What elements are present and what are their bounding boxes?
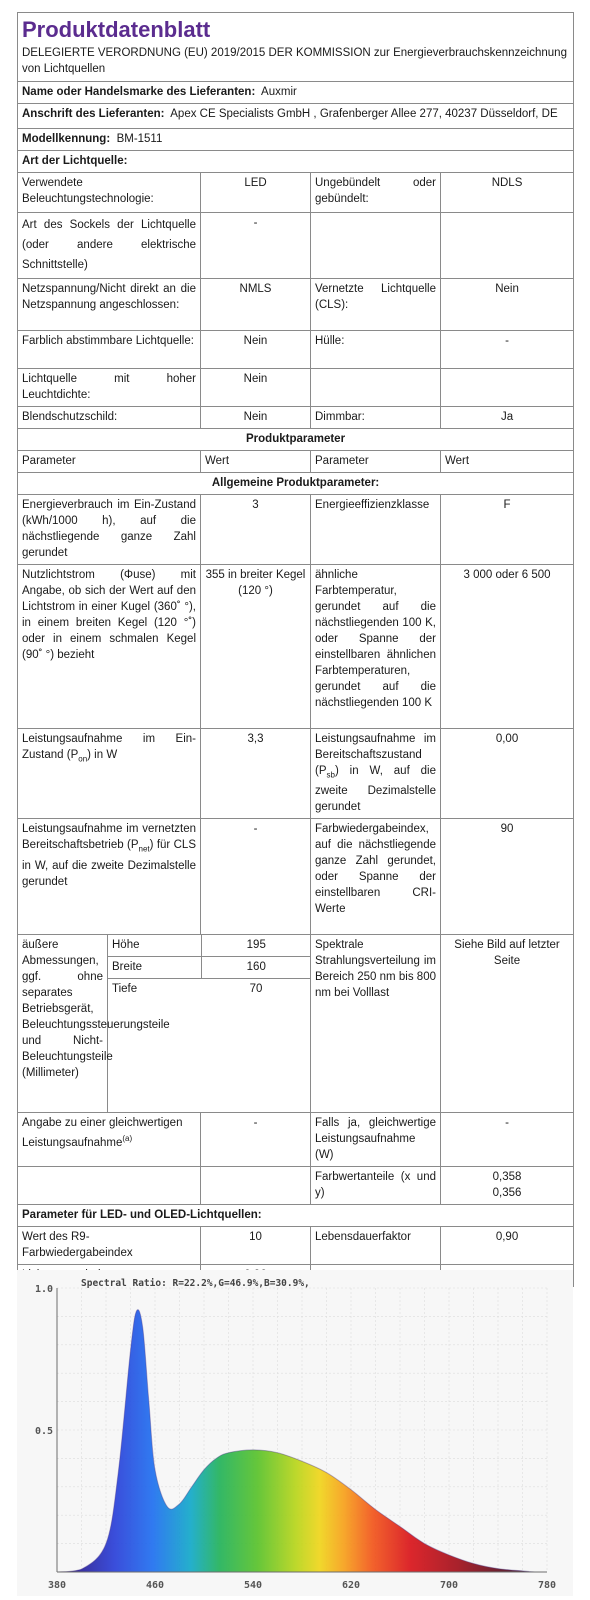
- model-row: [18, 129, 574, 151]
- power-standby-label: Leistungsaufnahme im Bereitschaftszustand $(P_{sb})$ in W, auf die zweite Dezimalstelle gerundet: [311, 729, 441, 819]
- page-title: Produktdatenblatt: [22, 17, 211, 42]
- efficiency-class-label: Energieeffizienzklasse: [311, 495, 441, 565]
- spectral-label: Spektrale Strahlungsverteilung im Bereich 250 nm bis 800 nm bei Volllast: [311, 935, 441, 1113]
- source-value: -: [201, 213, 311, 279]
- energy-consumption-label: Energieverbrauch im Ein-Zustand (kWh/1000 h), auf die nächstliegende ganze Zahl gerundet: [18, 495, 201, 565]
- source-param: Ungebündelt oder gebündelt:: [311, 173, 441, 213]
- col-header-param: Parameter: [18, 451, 201, 473]
- y-tick-label: 0.5: [34, 1426, 53, 1437]
- source-param: [311, 369, 441, 407]
- luminous-flux-label: Nutzlichtstrom (Φuse) mit Angabe, ob sich der Wert auf den Lichtstrom in einer Kugel (360˚ °), in einem breiten Kegel (120 °˚) oder in einem schmalen Kegel (90˚ °) bezieht: [18, 565, 201, 729]
- dimension-name: Breite: [108, 957, 201, 979]
- model-value: BM-1511: [116, 133, 163, 145]
- supplier-address-row: [18, 104, 574, 129]
- source-param: Hülle:: [311, 331, 441, 369]
- spectrum-chart: [17, 1270, 573, 1596]
- source-value: Nein: [441, 279, 574, 331]
- cri-value: 90: [441, 819, 574, 935]
- source-param: Dimmbar:: [311, 407, 441, 429]
- source-param: Blendschutzschild:: [18, 407, 201, 429]
- lifetime-factor-label: Lebensdauerfaktor: [311, 1227, 441, 1265]
- source-value: -: [441, 331, 574, 369]
- luminous-flux-value: 355 in breiter Kegel (120 °): [201, 565, 311, 729]
- equiv-value: -: [201, 1113, 311, 1167]
- power-network-label: Leistungsaufnahme im vernetzten Bereitschaftsbetrieb $(P_{net})$ für CLS in W, auf die zweite Dezimalstelle gerundet: [18, 819, 201, 935]
- general-params-heading: Allgemeine Produktparameter:: [18, 473, 574, 495]
- dimension-name: Tiefe: [112, 983, 138, 996]
- header-cell: [18, 13, 574, 82]
- dimensions-label: äußere Abmessungen, ggf. ohne separates Betriebsgerät, Beleuchtungssteuerungsteile und Nicht-Beleuchtungsteile (Millimeter): [18, 935, 108, 1113]
- datasheet-table: [17, 12, 574, 1287]
- col-header-value: Wert: [201, 451, 311, 473]
- x-tick-label: 780: [537, 1580, 557, 1591]
- cri-label: Farbwiedergabeindex, auf die nächstliegende ganze Zahl gerundet, oder Spanne der einstellbaren CRI-Werte: [311, 819, 441, 935]
- source-value: Nein: [201, 407, 311, 429]
- empty-cell: [201, 1167, 311, 1205]
- color-temperature-label: ähnliche Farbtemperatur, gerundet auf die nächstliegenden 100 K, oder Spanne der einstellbaren ähnlichen Farbtemperaturen, gerundet auf die nächstliegenden 100 K: [311, 565, 441, 729]
- dimension-value: 70: [249, 983, 263, 996]
- supplier-name-row: [18, 82, 574, 104]
- equiv-power-value: -: [441, 1113, 574, 1167]
- model-label: Modellkennung:: [22, 133, 111, 145]
- power-on-value: 3,3: [201, 729, 311, 819]
- product-params-heading: Produktparameter: [18, 429, 574, 451]
- chromaticity-label: Farbwertanteile (x und y): [311, 1167, 441, 1205]
- source-value: [441, 369, 574, 407]
- r9-value: 10: [201, 1227, 311, 1265]
- x-tick-label: 540: [243, 1580, 263, 1591]
- source-param: Verwendete Beleuchtungstechnologie:: [18, 173, 201, 213]
- dimension-value: 195: [201, 935, 311, 957]
- led-params-heading: Parameter für LED- und OLED-Lichtquellen:: [18, 1205, 574, 1227]
- source-value: Ja: [441, 407, 574, 429]
- x-tick-label: 620: [341, 1580, 361, 1591]
- dimension-value: 160: [201, 957, 311, 979]
- r9-label: Wert des R9-Farbwiedergabeindex: [18, 1227, 201, 1265]
- chart-title: Spectral Ratio: R=22.2%,G=46.9%,B=30.9%,: [81, 1278, 310, 1289]
- efficiency-class-value: F: [441, 495, 574, 565]
- source-value: NMLS: [201, 279, 311, 331]
- datasheet: [17, 12, 573, 1287]
- spectral-value: Siehe Bild auf letzter Seite: [441, 935, 574, 1113]
- supplier-address-label: Anschrift des Lieferanten:: [22, 108, 165, 120]
- lifetime-factor-value: 0,90: [441, 1227, 574, 1265]
- supplier-name-value: Auxmir: [261, 86, 297, 98]
- energy-consumption-value: 3: [201, 495, 311, 565]
- source-param: Art des Sockels der Lichtquelle (oder andere elektrische Schnittstelle): [18, 213, 201, 279]
- x-tick-label: 380: [47, 1580, 67, 1591]
- regulation-text: DELEGIERTE VERORDNUNG (EU) 2019/2015 DER KOMMISSION zur Energieverbrauchskennzeichnung von Lichtquellen: [22, 47, 567, 75]
- col-header-param: Parameter: [311, 451, 441, 473]
- empty-cell: [18, 1167, 201, 1205]
- x-tick-label: 700: [439, 1580, 459, 1591]
- power-standby-value: 0,00: [441, 729, 574, 819]
- col-header-value: Wert: [441, 451, 574, 473]
- color-temperature-value: 3 000 oder 6 500: [441, 565, 574, 729]
- equiv-label: Angabe zu einer gleichwertigen Leistungsaufnahme$^{(a)}$: [18, 1113, 201, 1167]
- power-on-label: Leistungsaufnahme im Ein-Zustand $(P_{on})$ in W: [18, 729, 201, 819]
- power-network-value: -: [201, 819, 311, 935]
- source-value: Nein: [201, 331, 311, 369]
- supplier-address-value: Apex CE Specialists GmbH , Grafenberger Allee 277, 40237 Düsseldorf, DE: [170, 108, 558, 120]
- source-value: LED: [201, 173, 311, 213]
- source-param: Netzspannung/Nicht direkt an die Netzspannung angeschlossen:: [18, 279, 201, 331]
- source-value: Nein: [201, 369, 311, 407]
- source-param: Lichtquelle mit hoher Leuchtdichte:: [18, 369, 201, 407]
- dimensions-table: [108, 935, 311, 1000]
- y-tick-label: 1.0: [34, 1284, 53, 1295]
- dimension-name: Höhe: [108, 935, 201, 957]
- source-param: [311, 213, 441, 279]
- supplier-name-label: Name oder Handelsmarke des Lieferanten:: [22, 86, 256, 98]
- x-tick-label: 460: [145, 1580, 165, 1591]
- source-value: [441, 213, 574, 279]
- chromaticity-value: 0,358 0,356: [441, 1167, 574, 1205]
- source-param: Farblich abstimmbare Lichtquelle:: [18, 331, 201, 369]
- source-value: NDLS: [441, 173, 574, 213]
- source-param: Vernetzte Lichtquelle (CLS):: [311, 279, 441, 331]
- equiv-power-label: Falls ja, gleichwertige Leistungsaufnahme (W): [311, 1113, 441, 1167]
- source-type-heading: Art der Lichtquelle:: [18, 151, 574, 173]
